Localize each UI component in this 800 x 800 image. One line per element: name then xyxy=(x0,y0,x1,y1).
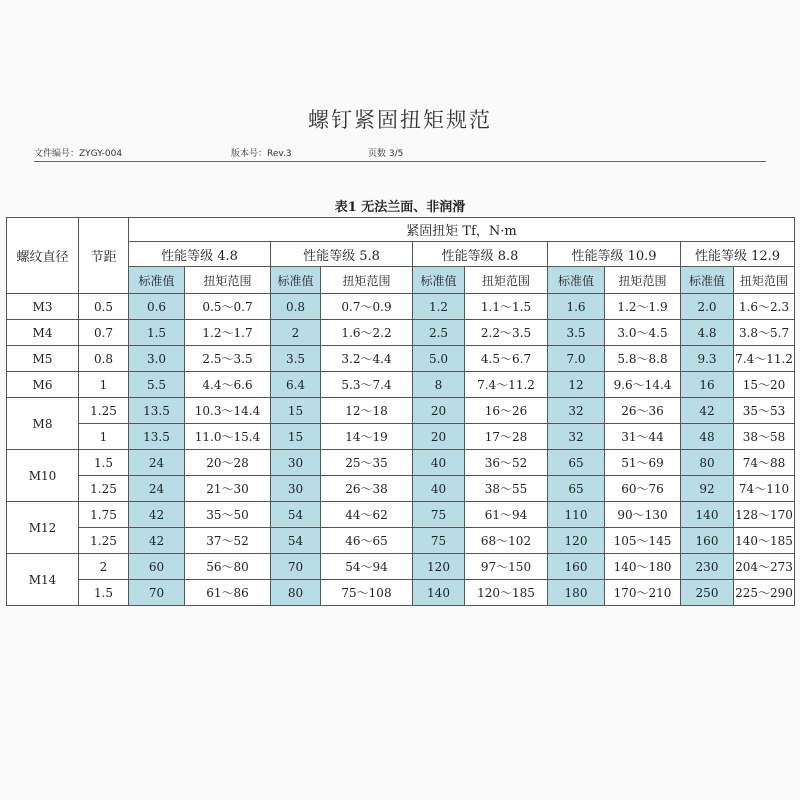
pitch-cell: 1.5 xyxy=(79,580,129,606)
thread-size-cell: M5 xyxy=(7,346,79,372)
table-row xyxy=(7,346,795,372)
torque-range-cell: 2.5～3.5 xyxy=(185,346,271,372)
torque-range-cell: 74～110 xyxy=(734,476,795,502)
thread-size-cell: M4 xyxy=(7,320,79,346)
standard-value-cell: 8 xyxy=(413,372,465,398)
torque-range-cell: 54～94 xyxy=(321,554,413,580)
standard-value-cell: 4.8 xyxy=(681,320,734,346)
standard-value-cell: 2.0 xyxy=(681,294,734,320)
standard-value-cell: 70 xyxy=(271,554,321,580)
standard-value-cell: 75 xyxy=(413,502,465,528)
pitch-cell: 1 xyxy=(79,372,129,398)
standard-value-cell: 2.5 xyxy=(413,320,465,346)
standard-value-cell: 60 xyxy=(129,554,185,580)
standard-value-cell: 230 xyxy=(681,554,734,580)
torque-range-cell: 1.2～1.7 xyxy=(185,320,271,346)
header-grade: 性能等级 5.8 xyxy=(271,242,413,267)
pitch-cell: 1 xyxy=(79,424,129,450)
standard-value-cell: 15 xyxy=(271,398,321,424)
torque-range-cell: 7.4～11.2 xyxy=(465,372,548,398)
standard-value-cell: 5.5 xyxy=(129,372,185,398)
standard-value-cell: 15 xyxy=(271,424,321,450)
table-row xyxy=(7,372,795,398)
standard-value-cell: 20 xyxy=(413,398,465,424)
header-standard-value: 标准值 xyxy=(129,267,185,294)
torque-range-cell: 21～30 xyxy=(185,476,271,502)
header-standard-value: 标准值 xyxy=(271,267,321,294)
standard-value-cell: 3.5 xyxy=(548,320,605,346)
torque-range-cell: 15～20 xyxy=(734,372,795,398)
pitch-cell: 0.8 xyxy=(79,346,129,372)
table-row xyxy=(7,450,795,476)
header-standard-value: 标准值 xyxy=(548,267,605,294)
torque-range-cell: 35～50 xyxy=(185,502,271,528)
table-row xyxy=(7,294,795,320)
header-thread-diameter: 螺纹直径 xyxy=(7,218,79,294)
standard-value-cell: 120 xyxy=(548,528,605,554)
standard-value-cell: 6.4 xyxy=(271,372,321,398)
torque-range-cell: 9.6～14.4 xyxy=(605,372,681,398)
page-title: 螺钉紧固扭矩规范 xyxy=(308,108,492,132)
standard-value-cell: 40 xyxy=(413,450,465,476)
torque-range-cell: 38～55 xyxy=(465,476,548,502)
header-pitch: 节距 xyxy=(79,218,129,294)
torque-range-cell: 105～145 xyxy=(605,528,681,554)
header-torque-range: 扭矩范围 xyxy=(321,267,413,294)
standard-value-cell: 42 xyxy=(129,502,185,528)
torque-range-cell: 12～18 xyxy=(321,398,413,424)
standard-value-cell: 110 xyxy=(548,502,605,528)
torque-range-cell: 128～170 xyxy=(734,502,795,528)
standard-value-cell: 160 xyxy=(548,554,605,580)
standard-value-cell: 80 xyxy=(681,450,734,476)
torque-range-cell: 61～86 xyxy=(185,580,271,606)
torque-range-cell: 11.0～15.4 xyxy=(185,424,271,450)
pitch-cell: 1.25 xyxy=(79,528,129,554)
torque-range-cell: 44～62 xyxy=(321,502,413,528)
document-meta xyxy=(34,146,766,162)
standard-value-cell: 70 xyxy=(129,580,185,606)
torque-range-cell: 1.1～1.5 xyxy=(465,294,548,320)
standard-value-cell: 54 xyxy=(271,528,321,554)
standard-value-cell: 42 xyxy=(129,528,185,554)
header-standard-value: 标准值 xyxy=(413,267,465,294)
standard-value-cell: 3.5 xyxy=(271,346,321,372)
standard-value-cell: 65 xyxy=(548,476,605,502)
torque-range-cell: 0.7～0.9 xyxy=(321,294,413,320)
thread-size-cell: M14 xyxy=(7,554,79,606)
thread-size-cell: M8 xyxy=(7,398,79,450)
torque-range-cell: 25～35 xyxy=(321,450,413,476)
torque-range-cell: 90～130 xyxy=(605,502,681,528)
torque-range-cell: 16～26 xyxy=(465,398,548,424)
standard-value-cell: 160 xyxy=(681,528,734,554)
header-standard-value: 标准值 xyxy=(681,267,734,294)
standard-value-cell: 1.6 xyxy=(548,294,605,320)
header-torque-range: 扭矩范围 xyxy=(185,267,271,294)
standard-value-cell: 16 xyxy=(681,372,734,398)
standard-value-cell: 3.0 xyxy=(129,346,185,372)
torque-range-cell: 97～150 xyxy=(465,554,548,580)
table-row xyxy=(7,554,795,580)
pitch-cell: 1.5 xyxy=(79,450,129,476)
standard-value-cell: 7.0 xyxy=(548,346,605,372)
standard-value-cell: 30 xyxy=(271,476,321,502)
pitch-cell: 0.7 xyxy=(79,320,129,346)
standard-value-cell: 92 xyxy=(681,476,734,502)
torque-range-cell: 10.3～14.4 xyxy=(185,398,271,424)
standard-value-cell: 24 xyxy=(129,450,185,476)
torque-range-cell: 60～76 xyxy=(605,476,681,502)
standard-value-cell: 9.3 xyxy=(681,346,734,372)
torque-range-cell: 140～180 xyxy=(605,554,681,580)
torque-range-cell: 5.8～8.8 xyxy=(605,346,681,372)
standard-value-cell: 54 xyxy=(271,502,321,528)
page-count: 页数 3/5 xyxy=(368,149,404,159)
torque-range-cell: 14～19 xyxy=(321,424,413,450)
standard-value-cell: 12 xyxy=(548,372,605,398)
standard-value-cell: 1.5 xyxy=(129,320,185,346)
table-row xyxy=(7,320,795,346)
table-row xyxy=(7,398,795,424)
torque-range-cell: 26～36 xyxy=(605,398,681,424)
table-row xyxy=(7,424,795,450)
pitch-cell: 2 xyxy=(79,554,129,580)
torque-range-cell: 170～210 xyxy=(605,580,681,606)
torque-range-cell: 38～58 xyxy=(734,424,795,450)
torque-range-cell: 1.6～2.2 xyxy=(321,320,413,346)
torque-range-cell: 1.6～2.3 xyxy=(734,294,795,320)
torque-range-cell: 3.0～4.5 xyxy=(605,320,681,346)
torque-range-cell: 140～185 xyxy=(734,528,795,554)
torque-range-cell: 56～80 xyxy=(185,554,271,580)
standard-value-cell: 24 xyxy=(129,476,185,502)
pitch-cell: 1.25 xyxy=(79,476,129,502)
thread-size-cell: M3 xyxy=(7,294,79,320)
standard-value-cell: 32 xyxy=(548,398,605,424)
torque-range-cell: 120～185 xyxy=(465,580,548,606)
standard-value-cell: 32 xyxy=(548,424,605,450)
standard-value-cell: 0.8 xyxy=(271,294,321,320)
standard-value-cell: 30 xyxy=(271,450,321,476)
torque-range-cell: 204～273 xyxy=(734,554,795,580)
version-number: 版本号：Rev.3 xyxy=(231,149,292,159)
standard-value-cell: 1.2 xyxy=(413,294,465,320)
standard-value-cell: 180 xyxy=(548,580,605,606)
header-grade: 性能等级 4.8 xyxy=(129,242,271,267)
torque-range-cell: 1.2～1.9 xyxy=(605,294,681,320)
standard-value-cell: 48 xyxy=(681,424,734,450)
torque-table xyxy=(6,217,795,606)
standard-value-cell: 5.0 xyxy=(413,346,465,372)
torque-range-cell: 31～44 xyxy=(605,424,681,450)
standard-value-cell: 13.5 xyxy=(129,398,185,424)
standard-value-cell: 140 xyxy=(413,580,465,606)
header-torque: 紧固扭矩 Tf，N·m xyxy=(129,218,795,242)
standard-value-cell: 65 xyxy=(548,450,605,476)
table-row xyxy=(7,502,795,528)
thread-size-cell: M10 xyxy=(7,450,79,502)
file-number: 文件编号：ZYGY-004 xyxy=(34,149,123,159)
header-torque-range: 扭矩范围 xyxy=(605,267,681,294)
header-grade: 性能等级 10.9 xyxy=(548,242,681,267)
thread-size-cell: M6 xyxy=(7,372,79,398)
torque-range-cell: 35～53 xyxy=(734,398,795,424)
pitch-cell: 0.5 xyxy=(79,294,129,320)
standard-value-cell: 120 xyxy=(413,554,465,580)
standard-value-cell: 250 xyxy=(681,580,734,606)
torque-range-cell: 4.5～6.7 xyxy=(465,346,548,372)
torque-range-cell: 3.8～5.7 xyxy=(734,320,795,346)
torque-range-cell: 17～28 xyxy=(465,424,548,450)
torque-range-cell: 74～88 xyxy=(734,450,795,476)
standard-value-cell: 0.6 xyxy=(129,294,185,320)
torque-range-cell: 3.2～4.4 xyxy=(321,346,413,372)
header-torque-range: 扭矩范围 xyxy=(465,267,548,294)
table-row xyxy=(7,476,795,502)
header-grade: 性能等级 8.8 xyxy=(413,242,548,267)
header-torque-range: 扭矩范围 xyxy=(734,267,795,294)
thread-size-cell: M12 xyxy=(7,502,79,554)
torque-range-cell: 4.4～6.6 xyxy=(185,372,271,398)
torque-range-cell: 46～65 xyxy=(321,528,413,554)
header-divider xyxy=(34,161,766,162)
pitch-cell: 1.75 xyxy=(79,502,129,528)
header-grade: 性能等级 12.9 xyxy=(681,242,795,267)
standard-value-cell: 13.5 xyxy=(129,424,185,450)
standard-value-cell: 42 xyxy=(681,398,734,424)
torque-range-cell: 26～38 xyxy=(321,476,413,502)
torque-range-cell: 75～108 xyxy=(321,580,413,606)
torque-range-cell: 0.5～0.7 xyxy=(185,294,271,320)
standard-value-cell: 75 xyxy=(413,528,465,554)
torque-range-cell: 36～52 xyxy=(465,450,548,476)
torque-range-cell: 7.4～11.2 xyxy=(734,346,795,372)
table-row xyxy=(7,580,795,606)
standard-value-cell: 2 xyxy=(271,320,321,346)
table-row xyxy=(7,528,795,554)
standard-value-cell: 80 xyxy=(271,580,321,606)
torque-range-cell: 5.3～7.4 xyxy=(321,372,413,398)
torque-range-cell: 2.2～3.5 xyxy=(465,320,548,346)
standard-value-cell: 140 xyxy=(681,502,734,528)
torque-range-cell: 68～102 xyxy=(465,528,548,554)
torque-range-cell: 20～28 xyxy=(185,450,271,476)
torque-range-cell: 225～290 xyxy=(734,580,795,606)
torque-range-cell: 51～69 xyxy=(605,450,681,476)
standard-value-cell: 40 xyxy=(413,476,465,502)
table-caption: 表1 无法兰面、非润滑 xyxy=(334,200,466,215)
torque-range-cell: 61～94 xyxy=(465,502,548,528)
pitch-cell: 1.25 xyxy=(79,398,129,424)
torque-range-cell: 37～52 xyxy=(185,528,271,554)
standard-value-cell: 20 xyxy=(413,424,465,450)
